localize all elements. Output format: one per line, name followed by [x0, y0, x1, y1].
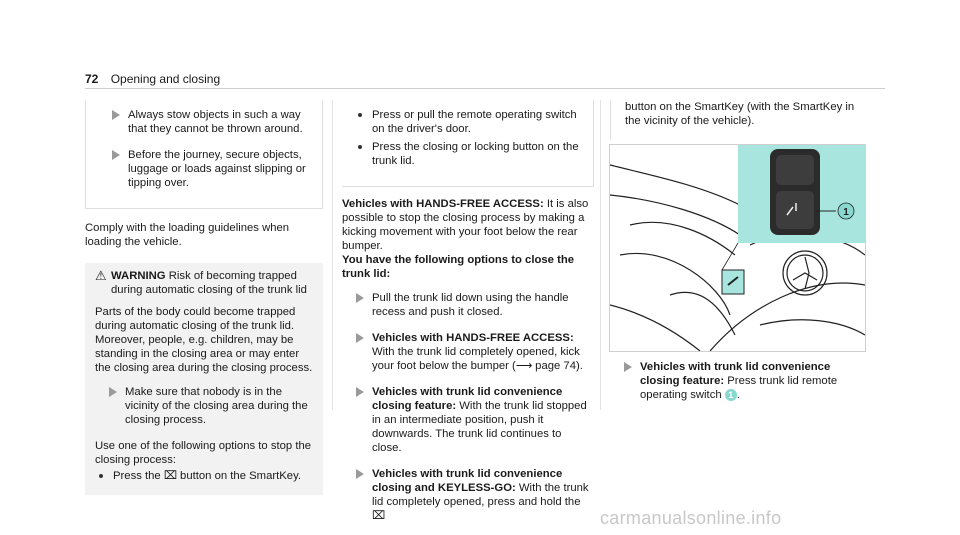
caption-step: Vehicles with trunk lid convenience closing feature: Press trunk lid remote operating switch 1 .: [610, 360, 865, 402]
triangle-bullet-icon: [356, 387, 364, 397]
warning-head: [95, 269, 313, 297]
triangle-bullet-icon: [112, 110, 120, 120]
list-item: Press or pull the remote operating switch on the driver's door.: [358, 108, 581, 136]
options-heading: You have the following options to close the trunk lid:: [342, 254, 575, 280]
door-panel-illustration: [610, 145, 865, 351]
tips-box: [85, 100, 323, 209]
trunk-icon: ⌧: [163, 470, 177, 482]
warning-headline: Risk of becoming trapped during automatic closing of the trunk lid: [111, 270, 307, 296]
column-3: [610, 100, 865, 150]
triangle-bullet-icon: [356, 293, 364, 303]
section-title: Opening and closing: [110, 72, 221, 86]
step-item: Vehicles with HANDS-FREE ACCESS: With the trunk lid completely opened, kick your foot below the bumper (⟶ page 74).: [342, 331, 594, 373]
arrow-ref-icon: ⟶: [515, 360, 533, 372]
warning-tip: Make sure that nobody is in the vicinity of the closing area during the closing process.: [95, 385, 313, 427]
dots-box: [342, 100, 594, 187]
trunk-icon: ⌧: [372, 510, 386, 522]
page-ref-link[interactable]: page 74).: [535, 360, 583, 372]
figure-caption: [610, 360, 865, 414]
callout-number-badge: 1: [725, 389, 737, 401]
figure-callout-1: 1: [843, 207, 849, 218]
column-1: [85, 100, 323, 495]
header-divider: [85, 88, 885, 89]
column-2: [342, 100, 594, 535]
comply-text: Comply with the loading guidelines when loading the vehicle.: [85, 222, 290, 248]
triangle-bullet-icon: [112, 150, 120, 160]
continued-text: button on the SmartKey (with the SmartKey in the vicinity of the vehicle).: [610, 100, 865, 140]
triangle-bullet-icon: [356, 469, 364, 479]
triangle-bullet-icon: [624, 362, 632, 372]
list-item: Press the closing or locking button on the trunk lid.: [358, 140, 581, 168]
page-number: 72: [85, 72, 99, 86]
step-item: Vehicles with trunk lid convenience closing feature: With the trunk lid stopped in an intermediate position, push it downwards. The trunk lid continues to close.: [342, 385, 594, 455]
tip-item: Always stow objects in such a way that they cannot be thrown around.: [98, 108, 310, 136]
page-header: [85, 72, 220, 86]
column-divider: [332, 100, 333, 410]
hands-free-paragraph: Vehicles with HANDS-FREE ACCESS: It is also possible to stop the closing process by making a kicking movement with your foot below the rear bumper.: [342, 198, 589, 252]
warning-label: WARNING: [111, 270, 166, 282]
warning-icon: ⚠: [95, 268, 107, 283]
watermark: carmanualsonline.info: [600, 508, 782, 528]
triangle-bullet-icon: [109, 387, 117, 397]
use-one-text: Use one of the following options to stop the closing process:: [95, 440, 312, 466]
triangle-bullet-icon: [356, 333, 364, 343]
door-switch-figure: [609, 144, 866, 352]
tip-item: Before the journey, secure objects, luggage or loads against slipping or tipping over.: [98, 148, 310, 190]
step-item: Pull the trunk lid down using the handle recess and push it closed.: [342, 291, 594, 319]
column-divider: [600, 100, 601, 410]
step-item: Vehicles with trunk lid convenience closing and KEYLESS-GO: With the trunk lid completely opened, press and hold the ⌧: [342, 467, 594, 523]
press-trunk-item: Press the ⌧ button on the SmartKey.: [99, 469, 313, 483]
warning-body: Parts of the body could become trapped during automatic closing of the trunk lid. Moreover, people, e.g. children, may be standing in the closing area or may enter the closing area during the closing process.: [95, 306, 313, 374]
warning-box: [85, 263, 323, 495]
